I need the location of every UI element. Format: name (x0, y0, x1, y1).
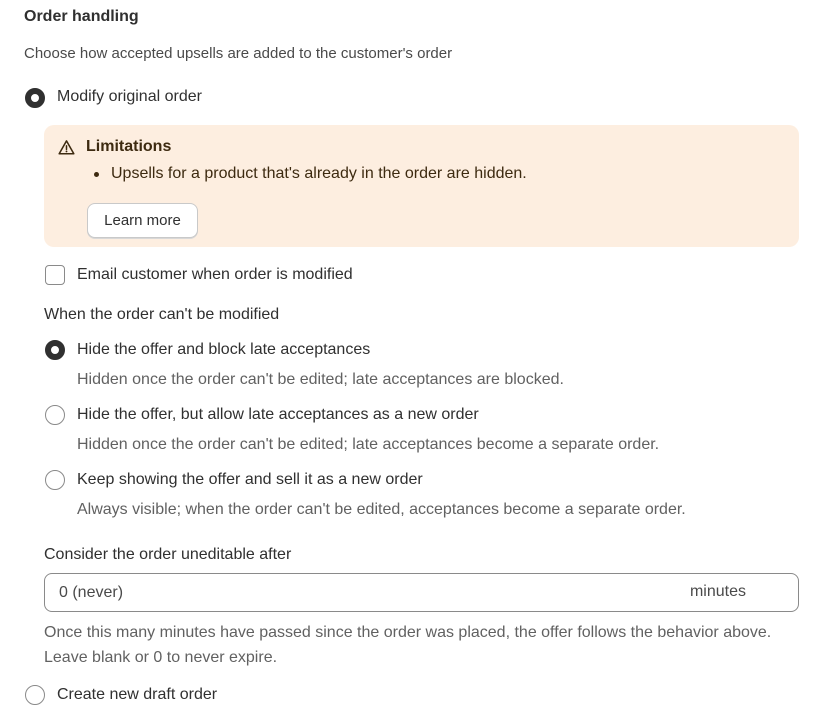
hide-allow-label[interactable]: Hide the offer, but allow late acceptances as a new order (77, 406, 479, 423)
limitations-title: Limitations (86, 138, 172, 155)
keep-showing-radio[interactable] (45, 470, 65, 490)
hide-allow-help: Hidden once the order can't be edited; late acceptances become a separate order. (77, 436, 660, 453)
limitations-banner (44, 125, 799, 247)
create-draft-order-label[interactable]: Create new draft order (57, 686, 218, 703)
hide-block-label[interactable]: Hide the offer and block late acceptances (77, 341, 371, 358)
uneditable-label: Consider the order uneditable after (44, 546, 292, 563)
hide-block-radio[interactable] (45, 340, 65, 360)
minutes-suffix: minutes (689, 583, 746, 600)
cant-modify-heading: When the order can't be modified (44, 306, 280, 323)
page-subtitle: Choose how accepted upsells are added to the customer's order (24, 45, 453, 62)
email-customer-label[interactable]: Email customer when order is modified (77, 266, 353, 283)
email-customer-checkbox[interactable] (45, 265, 65, 285)
learn-more-button[interactable]: Learn more (87, 203, 198, 238)
modify-original-order-label[interactable]: Modify original order (57, 88, 202, 105)
create-draft-order-radio[interactable] (25, 685, 45, 705)
keep-showing-help: Always visible; when the order can't be edited, acceptances become a separate order. (77, 501, 686, 518)
hide-block-help: Hidden once the order can't be edited; late acceptances are blocked. (77, 371, 564, 388)
uneditable-field[interactable] (44, 573, 799, 612)
keep-showing-label[interactable]: Keep showing the offer and sell it as a new order (77, 471, 423, 488)
uneditable-help: Once this many minutes have passed since the order was placed, the offer follows the behavior above. Leave blank or 0 to never expire. (44, 624, 772, 666)
warning-icon (58, 139, 75, 156)
modify-original-order-radio[interactable] (25, 88, 45, 108)
limitations-item: Upsells for a product that's already in the order are hidden. (111, 165, 527, 182)
uneditable-minutes-input[interactable] (59, 582, 619, 604)
hide-allow-radio[interactable] (45, 405, 65, 425)
page-title: Order handling (24, 8, 139, 25)
bullet (94, 172, 99, 177)
